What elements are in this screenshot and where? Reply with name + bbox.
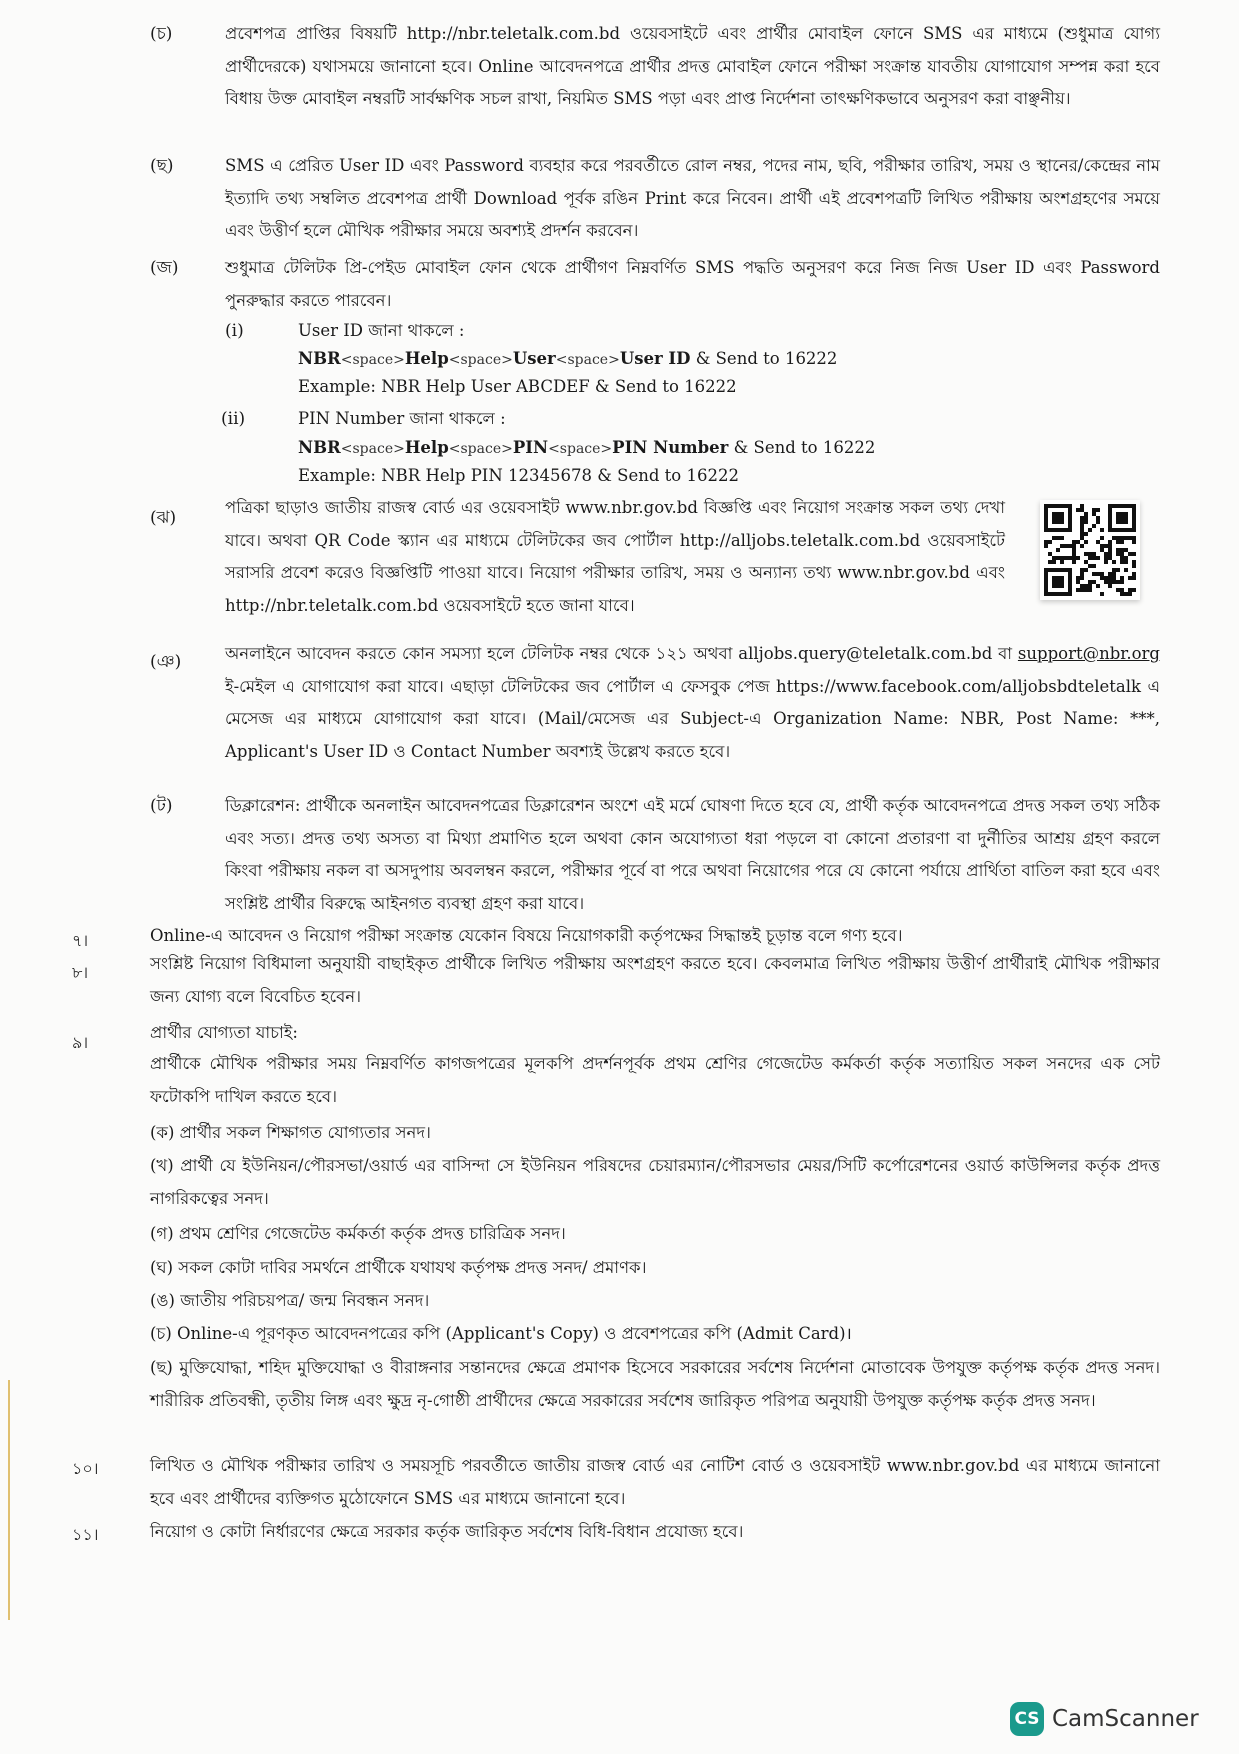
space-token: <space> (555, 352, 620, 368)
cmd-part: NBR (298, 438, 341, 457)
sub-label-i: (i) (225, 321, 244, 341)
section-text: ডিক্লারেশন: প্রার্থীকে অনলাইন আবেদনপত্রের ডিক্লারেশন অংশে এই মর্মে ঘোষণা দিতে হবে যে, প্রার্থী কর্তৃক আবেদনপত্রে প্রদত্ত সকল তথ্য সঠিক এবং সত্য। প্রদত্ত তথ্য অসত্য বা মিথ্যা প্রমাণিত হলে অথবা কোন অযোগ্যতা ধরা পড়লে বা কোনো প্রতারণা বা দুর্নীতির আশ্রয় গ্রহণ করলে কিংবা পরীক্ষায় নকল বা অসদুপায় অবলম্বন করলে, পরীক্ষার পূর্বে বা পরে অথবা নিয়োগের পরে যে কোনো পর্যায়ে প্রার্থিতা বাতিল করা হবে এবং সংশ্লিষ্ট প্রার্থীর বিরুদ্ধে আইনগত ব্যবস্থা গ্রহণ করা যাবে। (225, 796, 1160, 913)
section-label: (জ) (150, 258, 179, 278)
qr-code-graphic (1044, 504, 1136, 596)
section-label: (চ) (150, 24, 173, 44)
space-token: <space> (340, 352, 405, 368)
section-label: (ঝ) (150, 508, 177, 528)
sub-ii-command (298, 435, 875, 462)
item-number: ৮। (72, 963, 89, 982)
cmd-part: PIN (512, 438, 549, 457)
qr-code-icon (1040, 500, 1140, 600)
doc-list-item: (গ) প্রথম শ্রেণির গেজেটেড কর্মকর্তা কর্তৃক প্রদত্ত চারিত্রিক সনদ। (150, 1224, 566, 1243)
item-number: ১০। (72, 1459, 99, 1478)
sub-i-heading: User ID জানা থাকলে : (298, 321, 465, 340)
section-text: প্রবেশপত্র প্রাপ্তির বিষয়টি http://nbr.teletalk.com.bd ওয়েবসাইটে এবং প্রার্থীর মোবাইল ফোনে SMS এর মাধ্যমে (শুধুমাত্র যোগ্য প্রার্থীদেরকে) যথাসময়ে জানানো হবে। Online আবেদনপত্রে প্রার্থীর প্রদত্ত মোবাইল ফোনে পরীক্ষা সংক্রান্ত যাবতীয় যোগাযোগ সম্পন্ন করা হবে বিধায় উক্ত মোবাইল নম্বরটি সার্বক্ষণিক সচল রাখা, নিয়মিত SMS পড়া এবং প্রাপ্ত নির্দেশনা তাৎক্ষণিকভাবে অনুসরণ করা বাঞ্ছনীয়। (225, 24, 1160, 108)
section-text-part: ই-মেইল এ যোগাযোগ করা যাবে। এছাড়া টেলিটকের জব পোর্টাল এ ফেসবুক পেজ https://www.facebook.com/alljobsbdteletalk এ মেসেজ এর মাধ্যমে যোগাযোগ করা যাবে। (Mail/মেসেজ এর Subject-এ Organization Name: NBR, Post Name: ***, Applicant's User ID ও Contact Number অবশ্যই উল্লেখ করতে হবে। (225, 676, 1160, 761)
doc-list-item: (ঘ) সকল কোটা দাবির সমর্থনে প্রার্থীকে যথাযথ কর্তৃপক্ষ প্রদত্ত সনদ/ প্রমাণক। (150, 1258, 647, 1277)
item-10-text: লিখিত ও মৌখিক পরীক্ষার তারিখ ও সময়সূচি পরবর্তীতে জাতীয় রাজস্ব বোর্ড এর নোটিশ বোর্ড ও ওয়েবসাইট www.nbr.gov.bd এর মাধ্যমে জানানো হবে এবং প্রার্থীদের ব্যক্তিগত মুঠোফোনে SMS এর মাধ্যমে জানানো হবে। (150, 1456, 1160, 1508)
sub-ii-heading: PIN Number জানা থাকলে : (298, 409, 506, 428)
space-token: <space> (448, 441, 513, 457)
space-token: <space> (548, 441, 613, 457)
section-label: (ঞ) (150, 652, 182, 672)
cmd-part: PIN Number (612, 438, 729, 457)
page-edge-mark (8, 1380, 10, 1620)
send-text: & Send to 16222 (728, 438, 876, 457)
send-text: & Send to 16222 (690, 349, 838, 368)
item-9-heading: প্রার্থীর যোগ্যতা যাচাই: (150, 1023, 298, 1042)
camscanner-watermark (1010, 1702, 1199, 1736)
section-label: (ছ) (150, 156, 174, 176)
section-text-part: অনলাইনে আবেদন করতে কোন সমস্যা হলে টেলিটক নম্বর থেকে ১২১ অথবা alljobs.query@teletalk.com.bd বা (225, 644, 1018, 663)
doc-list-item: (ঙ) জাতীয় পরিচয়পত্র/ জন্ম নিবন্ধন সনদ। (150, 1291, 430, 1310)
section-text: SMS এ প্রেরিত User ID এবং Password ব্যবহার করে পরবর্তীতে রোল নম্বর, পদের নাম, ছবি, পরীক্ষার তারিখ, সময় ও স্থানের/কেন্দ্রের নাম ইত্যাদি তথ্য সম্বলিত প্রবেশপত্র প্রার্থী Download পূর্বক রঙিন Print করে নিবেন। প্রার্থী এই প্রবেশপত্রটি লিখিত পরীক্ষায় অংশগ্রহণের সময়ে এবং উত্তীর্ণ হলে মৌখিক পরীক্ষার সময়ে অবশ্যই প্রদর্শন করবেন। (225, 156, 1160, 240)
section-label: (ট) (150, 796, 173, 816)
item-number: ১১। (72, 1525, 99, 1544)
doc-list-item: (খ) প্রার্থী যে ইউনিয়ন/পৌরসভা/ওয়ার্ড এর বাসিন্দা সে ইউনিয়ন পরিষদের চেয়ারম্যান/পৌরসভার মেয়র/সিটি কর্পোরেশনের ওয়ার্ড কাউন্সিলর কর্তৃক প্রদত্ত নাগরিকত্বের সনদ। (150, 1156, 1160, 1208)
camscanner-logo-icon: CS (1010, 1702, 1044, 1736)
space-token: <space> (340, 441, 405, 457)
camscanner-brand: CamScanner (1052, 1706, 1199, 1732)
doc-list-item: (ক) প্রার্থীর সকল শিক্ষাগত যোগ্যতার সনদ। (150, 1123, 431, 1142)
sub-i-command (298, 346, 837, 373)
cmd-part: Help (404, 349, 449, 368)
item-8-text: সংশ্লিষ্ট নিয়োগ বিধিমালা অনুযায়ী বাছাইকৃত প্রার্থীকে লিখিত পরীক্ষায় অংশগ্রহণ করতে হবে। কেবলমাত্র লিখিত পরীক্ষায় উত্তীর্ণ প্রার্থীরাই মৌখিক পরীক্ষার জন্য যোগ্য বলে বিবেচিত হবেন। (150, 954, 1160, 1006)
section-text: পত্রিকা ছাড়াও জাতীয় রাজস্ব বোর্ড এর ওয়েবসাইট www.nbr.gov.bd বিজ্ঞপ্তি এবং নিয়োগ সংক্রান্ত সকল তথ্য দেখা যাবে। অথবা QR Code স্ক্যান এর মাধ্যমে টেলিটকের জব পোর্টাল http://alljobs.teletalk.com.bd ওয়েবসাইটে সরাসরি প্রবেশ করেও বিজ্ঞপ্তিটি পাওয়া যাবে। নিয়োগ পরীক্ষার তারিখ, সময় ও অন্যান্য তথ্য www.nbr.gov.bd এবং http://nbr.teletalk.com.bd ওয়েবসাইটে হতে জানা যাবে। (225, 498, 1005, 615)
item-11-text: নিয়োগ ও কোটা নির্ধারণের ক্ষেত্রে সরকার কর্তৃক জারিকৃত সর্বশেষ বিধি-বিধান প্রযোজ্য হবে। (150, 1522, 744, 1541)
doc-list-item: (চ) Online-এ পূরণকৃত আবেদনপত্রের কপি (Applicant's Copy) ও প্রবেশপত্রের কপি (Admit Card)। (150, 1324, 852, 1343)
item-number: ৭। (72, 931, 89, 950)
cmd-part: User (512, 349, 556, 368)
support-email-link[interactable]: support@nbr.org (1017, 644, 1160, 663)
section-text (225, 638, 1160, 768)
sub-label-ii: (ii) (221, 409, 246, 429)
item-7-text: Online-এ আবেদন ও নিয়োগ পরীক্ষা সংক্রান্ত যেকোন বিষয়ে নিয়োগকারী কর্তৃপক্ষের সিদ্ধান্তই চূড়ান্ত বলে গণ্য হবে। (150, 926, 903, 945)
cmd-part: User ID (619, 349, 691, 368)
cmd-part: NBR (298, 349, 341, 368)
space-token: <space> (448, 352, 513, 368)
doc-list-item: (ছ) মুক্তিযোদ্ধা, শহিদ মুক্তিযোদ্ধা ও বীরাঙ্গনার সন্তানদের ক্ষেত্রে প্রমাণক হিসেবে সরকারের সর্বশেষ নির্দেশনা মোতাবেক উপযুক্ত কর্তৃপক্ষ কর্তৃক প্রদত্ত সনদ। শারীরিক প্রতিবন্ধী, তৃতীয় লিঙ্গ এবং ক্ষুদ্র নৃ-গোষ্ঠী প্রার্থীদের ক্ষেত্রে সরকারের সর্বশেষ জারিকৃত পরিপত্র অনুযায়ী উপযুক্ত কর্তৃপক্ষ কর্তৃক প্রদত্ত সনদ। (150, 1358, 1160, 1410)
sub-i-example: Example: NBR Help User ABCDEF & Send to 16222 (298, 377, 737, 396)
section-text: শুধুমাত্র টেলিটক প্রি-পেইড মোবাইল ফোন থেকে প্রার্থীগণ নিম্নবর্ণিত SMS পদ্ধতি অনুসরণ করে নিজ নিজ User ID এবং Password পুনরুদ্ধার করতে পারবেন। (225, 258, 1160, 310)
sub-ii-example: Example: NBR Help PIN 12345678 & Send to 16222 (298, 466, 739, 485)
item-number: ৯। (72, 1033, 89, 1052)
item-9-intro: প্রার্থীকে মৌখিক পরীক্ষার সময় নিম্নবর্ণিত কাগজপত্রের মূলকপি প্রদর্শনপূর্বক প্রথম শ্রেণির গেজেটেড কর্মকর্তা কর্তৃক সত্যায়িত সকল সনদের এক সেট ফটোকপি দাখিল করতে হবে। (150, 1054, 1160, 1106)
cmd-part: Help (404, 438, 449, 457)
